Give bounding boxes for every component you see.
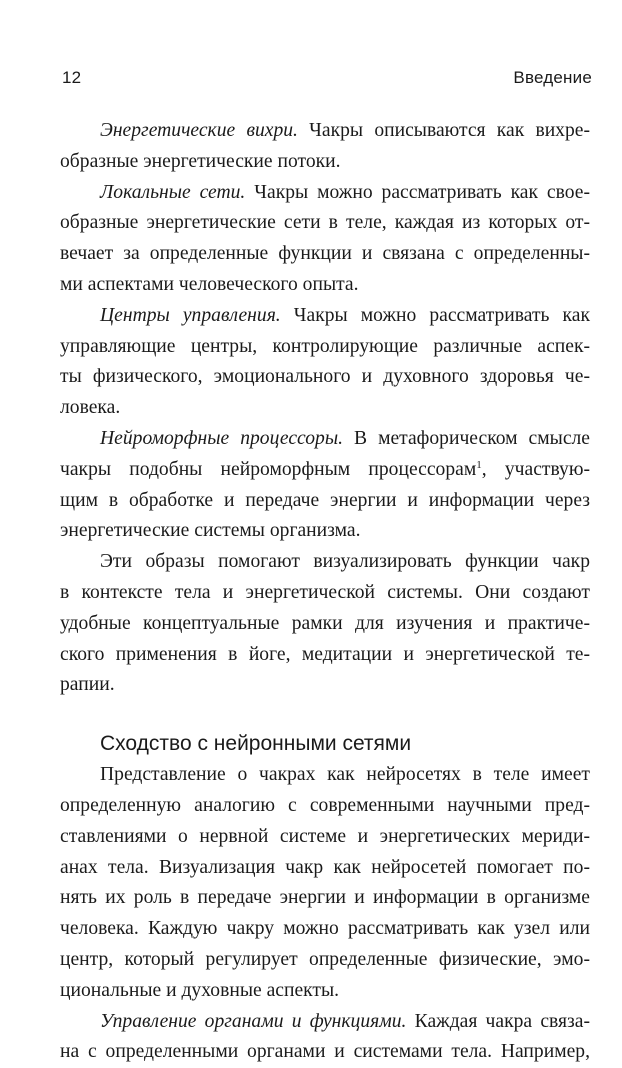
footnote-ref[interactable]: 1: [476, 458, 482, 471]
paragraph-line: щим в обработке и передаче энергии и информации через: [60, 489, 590, 511]
paragraph-line: [60, 178, 590, 209]
paragraph-line: удобные концептуальные рамки для изучения и практиче-: [60, 612, 590, 634]
term: Нейроморфные процессоры.: [100, 427, 343, 449]
paragraph-line: ты физического, эмоционального и духовного здоровья че-: [60, 366, 590, 388]
paragraph-line: [60, 301, 590, 332]
paragraph-line: ловека.: [60, 397, 121, 419]
paragraph-line: [60, 116, 590, 147]
paragraph-line: центр, который регулирует определенные физические, эмо-: [60, 948, 590, 970]
paragraph-line: энергетические системы организма.: [60, 520, 361, 542]
paragraph-line: определенную аналогию с современными научными пред-: [60, 794, 590, 816]
paragraph-line: вечает за определенные функции и связана с определенны-: [60, 243, 590, 265]
paragraph-line: ставлениями о нервной системе и энергетических мериди-: [60, 825, 590, 847]
text-run: В метафорическом смысле: [342, 427, 590, 449]
section-title: Введение: [513, 68, 592, 87]
paragraph-line: рапии.: [60, 674, 115, 696]
paragraph-line: на с определенными органами и системами тела. Например,: [60, 1041, 590, 1063]
term: Локальные сети.: [100, 181, 246, 203]
paragraph-line: анах тела. Визуализация чакр как нейросетей помогает по-: [60, 856, 590, 878]
paragraph-line: [60, 1007, 590, 1038]
text-run: чакры подобны нейроморфным процессорам: [60, 458, 477, 480]
paragraph-line: ми аспектами человеческого опыта.: [60, 273, 359, 295]
term: Центры управления.: [100, 304, 281, 326]
paragraph-line: в контексте тела и энергетической системы. Они создают: [60, 581, 590, 603]
running-head: [62, 68, 592, 92]
paragraph-line: [60, 455, 590, 486]
paragraph-line: нять их роль в передаче энергии и информации в организме: [60, 887, 590, 909]
text-run: , участвую-: [481, 458, 590, 480]
section-heading: Сходство с нейронными сетями: [100, 732, 412, 756]
paragraph-line: Эти образы помогают визуализировать функции чакр: [100, 551, 590, 573]
text-run: Чакры можно рассматривать как свое-: [245, 181, 590, 203]
term: Управление органами и функциями.: [100, 1010, 407, 1032]
paragraph-line: Представление о чакрах как нейросетях в теле имеет: [100, 764, 590, 786]
paragraph-line: ского применения в йоге, медитации и энергетической те-: [60, 643, 590, 665]
paragraph-line: образные энергетические сети в теле, каждая из которых от-: [60, 212, 590, 234]
text-run: Каждая чакра связа-: [406, 1010, 590, 1032]
paragraph-line: управляющие центры, контролирующие различные аспек-: [60, 335, 590, 357]
body-text: [60, 116, 590, 1068]
text-run: Чакры описываются как вихре-: [297, 120, 590, 141]
paragraph-line: человека. Каждую чакру можно рассматривать как узел или: [60, 918, 590, 940]
page-number: 12: [62, 68, 82, 87]
paragraph-line: циональные и духовные аспекты.: [60, 979, 340, 1001]
paragraph-line: образные энергетические потоки.: [60, 150, 341, 172]
term: Энергетические вихри.: [100, 120, 298, 141]
paragraph-line: [60, 424, 590, 455]
text-run: Чакры можно рассматривать как: [280, 304, 590, 326]
